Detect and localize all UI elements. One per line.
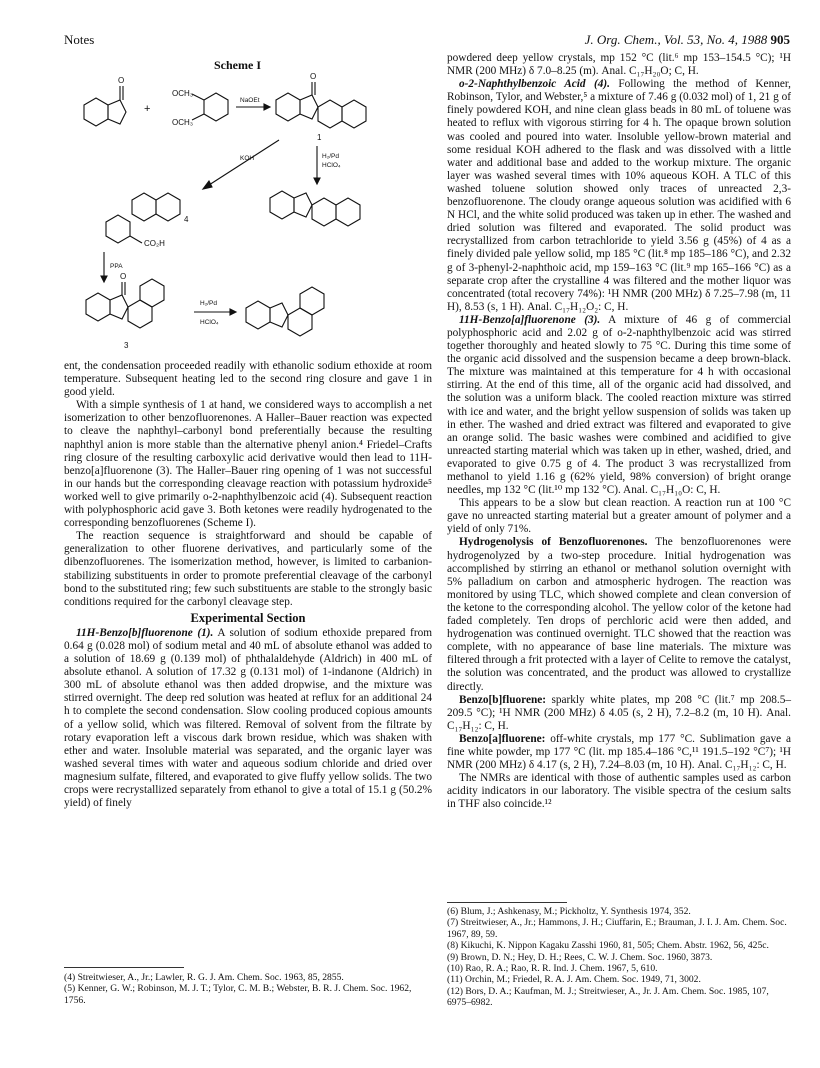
experimental-paragraph (447, 694, 791, 733)
label-hclo4-b: HClO₄ (200, 319, 219, 326)
label-och3-b: OCH₃ (172, 118, 194, 127)
compound-heading: Benzo[b]fluorene: (459, 693, 547, 706)
dialdehyde-structure (192, 93, 228, 121)
paragraph-text: A mixture of 46 g of commercial polyphosphoric acid and 2.02 g of o-2-naphthylbenzoic acid was stirred together thoroughly and heated slowly to 75 °C. During this time some of the organic acid dissolved and the suspension became a deep brown-black. The mixture was maintained at this temperature for 4 h with occasional stirring. At the end of this time, all of the organic acid had dissolved, and the solution was a uniform black. The cooled reaction mixture was stirred with ice and water, and the bright yellow suspension of solids was taken up in ether. The washed and dried extract was filtered and evaporated to give an orange solid. The basic washes were combined and acidified to give unreacted starting material which was taken up in ether, washed, dried, and evaporated to give 0.75 g of 4. The product 3 was recrystallized from methanol to yield 1.16 g (62% yield, 98% conversion) of bright orange needles, mp 132 °C (lit.¹⁰ mp 132 °C). Anal. C₁₇H₁₀O: C, H. (447, 313, 792, 497)
paragraph-text: A solution of sodium ethoxide prepared from 0.64 g (0.028 mol) of sodium metal and 40 mL of absolute ethanol was added to a solution of 18.69 g (0.139 mol) of phthalaldehyde (Aldrich) in 400 mL of absolute ethanol. A solution of 17.32 g (0.131 mol) of 1-indanone (Aldrich) in 300 mL of absolute ethanol was then added dropwise, and the mixture was stirred overnight. The deep red solution was heated at reflux for an additional 24 h to complete the second condensation. Slow cooling produced copious amounts of a yellow solid, which was filtered. Removal of solvent from the filtrate by rotary evaporation left a viscous dark brown residue, which was shaken with ether and water. Insoluble material was separated, and the organic layer was washed several times with water and aqueous sodium chloride and dried over magnesium sulfate, filtered, and evaporated to give fluffy yellow solids. The two crops were recrystallized separately from ethanol to give a total of 15.1 g (50.2% yield) of finely (64, 626, 433, 810)
body-paragraph: The reaction sequence is straightforward and should be capable of generalization to other fluorene derivatives, and particularly some of the dibenzofluorenes. The isomerization method, however, is limited to carbanion-stabilizing substituents in order to promote preferential cleavage of the carbonyl bond to the substituted ring; few such substituents are stable to the strongly basic conditions required for the carbonyl cleavage step. (64, 530, 432, 608)
page-number: 905 (770, 32, 790, 47)
paragraph-text: off-white crystals, mp 177 °C. Sublimation gave a fine white powder, mp 177 °C (lit. mp 185.4–186 °C,¹¹ 191.5–192 °C⁷); ¹H NMR (200 MHz) δ 4.17 (s, 2 H), 7.24–8.03 (m, 10 H). Anal. C₁₇H₁₂: C, H. (447, 732, 791, 772)
left-footnotes (64, 972, 432, 1006)
footnote: (4) Streitwieser, A., Jr.; Lawler, R. G. J. Am. Chem. Soc. 1963, 85, 2855. (64, 972, 344, 983)
label-o-1: O (118, 76, 125, 85)
footnote: (5) Kenner, G. W.; Robinson, M. J. T.; Tylor, C. M. B.; Webster, B. R. J. Chem. Soc. 1962, 1756. (64, 983, 412, 1006)
label-compound-1: 1 (317, 133, 322, 142)
indanone-structure (84, 86, 126, 126)
experimental-paragraph (447, 78, 791, 314)
paragraph-text: sparkly white plates, mp 208 °C (lit.⁷ mp 208.5–209.5 °C); ¹H NMR (200 MHz) δ 4.05 (s, 2 H), 7.2–8.2 (m, 10 H). Anal. C₁₇H₁₂: C, H. (447, 693, 792, 732)
arrow-koh (209, 140, 279, 185)
label-koh: KOH (240, 155, 255, 162)
compound-1-structure (276, 82, 366, 128)
compound-heading: 11H-Benzo[b]fluorenone (1). (76, 626, 214, 639)
body-paragraph: ent, the condensation proceeded readily with ethanolic sodium ethoxide at room temperature. Subsequent heating led to the second ring closure and gave 1 in good yield. (64, 360, 432, 399)
right-column (447, 52, 791, 811)
label-och3-a: OCH₃ (172, 89, 194, 98)
running-header-left: Notes (64, 32, 95, 47)
label-hclo4: HClO₄ (322, 162, 341, 169)
body-paragraph: The NMRs are identical with those of authentic samples used as carbon acidity indicators in our laboratory. The visible spectra of the cesium salts in THF also coincide.¹² (447, 772, 791, 811)
body-paragraph: This appears to be a slow but clean reaction. A reaction run at 100 °C gave no unreacted starting material but a greater amount of polymer and a yield of only 71%. (447, 497, 791, 536)
footnote-rule (447, 902, 567, 903)
label-h2pd-b: H₂/Pd (200, 300, 217, 307)
experimental-paragraph (447, 314, 791, 497)
label-ppa: PPA (110, 263, 123, 270)
label-naoet: NaOEt (240, 97, 260, 104)
body-paragraph: With a simple synthesis of 1 at hand, we considered ways to accomplish a net isomerization to other benzofluorenones. A Haller–Bauer reaction was expected to cleave the naphthyl–carbonyl bond preferentially because the resulting naphthyl anion is more stable than the alternative phenyl anion.⁴ Friedel–Crafts ring closure of the resulting carboxylic acid derivative would then lead to 11H-benzo[a]fluorenone (3). The Haller–Bauer ring opening of 1 was not successful in our hands but the corresponding cleavage reaction with potassium hydroxide⁵ worked well to give primarily o-2-naphthylbenzoic acid (4). Subsequent reaction with polyphosphoric acid gave 3. Both ketones were readily hydrogenated to the corresponding benzofluorenes (Scheme I). (64, 399, 432, 530)
footnote: (7) Streitwieser, A., Jr.; Hammons, J. H.; Ciuffarin, E.; Brauman, J. I. J. Am. Chem. Soc. 1967, 89, 59. (447, 917, 787, 940)
compound-heading: Hydrogenolysis of Benzofluorenones. (459, 536, 648, 549)
left-column (64, 360, 432, 810)
journal-volume: Vol. 53, No. 4, 1988 (663, 32, 768, 47)
section-heading: Experimental Section (190, 610, 306, 625)
label-o-3: O (120, 272, 127, 281)
label-h2pd: H₂/Pd (322, 153, 339, 160)
label-plus: + (144, 103, 151, 115)
label-compound-4: 4 (184, 215, 189, 224)
compound-heading: Benzo[a]fluorene: (459, 732, 546, 745)
paragraph-text: Following the method of Kenner, Robinson, Tylor, and Webster,⁵ a mixture of 7.46 g (0.032 mol) of 1, 21 g of finely powdered KOH, and nine clean glass beads in 80 mL of toluene was heated to reflux with vigorous stirring for 4 h. The opaque brown solution was cooled and poured into water. Insoluble yellow-brown material and some residual KOH adhered to the flask and was dissolved with a little water and additional base and added to the workup mixture. The organic layer was washed several times with 10% aqueous KOH. A TLC of this washed toluene solution showed only traces of unreacted 2,3-benzofluorenone. The cloudy orange aqueous solution was acidified with 6 N HCl, and the white solid produced was taken up in ether. The washed and dried solution was filtered and evaporated. The solid product was recrystallized from carbon tetrachloride to yield 3.56 g (45%) of 4 as a finely divided pale yellow solid, mp 185 °C (lit.⁸ mp 185–186 °C), and 2.32 g of 3-phenyl-2-naphthoic acid, mp 159–163 °C (lit.⁹ mp 165–166 °C) as a separate crop after the crystalline 4 was filtered and the mother liquor was concentrated (total recovery 74%): ¹H NMR (200 MHz) δ 7.25–7.98 (m, 11 H), 8.53 (s, 1 H). Anal. C₁₇H₁₂O₂: C, H. (447, 78, 792, 313)
compound-heading: 11H-Benzo[a]fluorenone (3). (459, 313, 601, 326)
compound-heading: o-2-Naphthylbenzoic Acid (4). (459, 78, 610, 91)
scheme-title: Scheme I (214, 58, 261, 72)
journal-name: J. Org. Chem., (584, 32, 661, 47)
running-header-right (470, 32, 790, 48)
footnote: (11) Orchin, M.; Friedel, R. A. J. Am. Chem. Soc. 1949, 71, 3002. (447, 974, 701, 986)
right-footnotes (447, 906, 791, 1009)
footnote: (9) Brown, D. N.; Hey, D. H.; Rees, C. W. J. Chem. Soc. 1960, 3873. (447, 951, 713, 963)
footnote-rule (64, 967, 184, 968)
label-o-2: O (310, 72, 317, 81)
experimental-paragraph (447, 733, 791, 772)
label-compound-3: 3 (124, 341, 129, 350)
body-paragraph: powdered deep yellow crystals, mp 152 °C (lit.⁶ mp 153–154.5 °C); ¹H NMR (200 MHz) δ 7.0–8.25 (m). Anal. C₁₇H₂₀O; C, H. (447, 52, 791, 78)
benzo-b-fluorene-structure (270, 191, 360, 226)
benzo-a-fluorene-structure (246, 287, 324, 336)
footnote: (6) Blum, J.; Ashkenasy, M.; Pickholtz, Y. Synthesis 1974, 352. (447, 906, 691, 917)
footnote: (8) Kikuchi, K. Nippon Kagaku Zasshi 1960, 81, 505; Chem. Abstr. 1962, 56, 425c. (447, 940, 769, 952)
experimental-paragraph (64, 627, 432, 810)
compound-3-structure (86, 279, 164, 328)
label-co2h: CO₂H (144, 239, 165, 248)
experimental-paragraph (447, 536, 791, 693)
footnote: (10) Rao, R. A.; Rao, R. R. Ind. J. Chem. 1967, 5, 610. (447, 963, 658, 975)
paragraph-text: The benzofluorenones were hydrogenolyzed by a two-step procedure. Initial hydrogenation was accomplished by stirring an ethanol or methanol solution overnight with 5% palladium on carbon and atmospheric hydrogen. The reaction was monitored by using TLC, which showed complete and clean conversion of the ketone to the corresponding alcohol. The yellow color of the ketone had faded completely. Ten drops of perchloric acid were then added, and hydrogenation was continued overnight. TLC showed that the reaction was complete, with no appearance of base line materials. The mixture was filtered through a frit protected with a layer of Celite to remove the catalyst, the solution was concentrated, and the product was allowed to crystallize directly. (447, 536, 791, 693)
footnote: (12) Bors, D. A.; Kaufman, M. J.; Streitwieser, A., Jr. J. Am. Chem. Soc. 1985, 107, 6975–6982. (447, 985, 769, 1009)
scheme-diagram (64, 50, 432, 355)
compound-4-structure (106, 193, 180, 243)
